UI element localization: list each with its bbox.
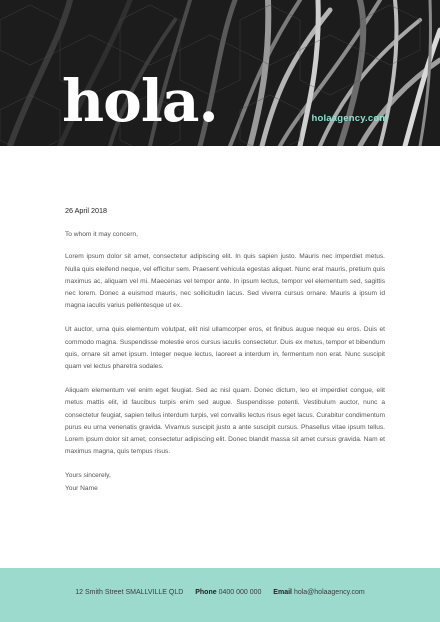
- letter-paragraph: Aliquam elementum vel enim eget feugiat. Sed ac nisl quam. Donec dictum, leo et imperdiet congue, elit metus mattis elit, id faucibus turpis enim sed augue. Suspendisse potenti. Vestibulum auctor, nunc a consectetur feugiat, sapien tellus interdum turpis, vel convallis lectus risus eget lacus. Curabitur condimentum purus eu urna venenatis gravida. Vivamus suscipit justo a ante suscipit cursus. Phasellus vitae ipsum tellus. Lorem ipsum dolor sit amet, consectetur adipiscing elit. Donec blandit massa sit amet cursus gravida. Nam et maximus magna, quis tempus risus.: [65, 387, 385, 456]
- letter-signature: Your Name: [65, 484, 98, 492]
- letter-date: 26 April 2018: [65, 206, 107, 215]
- letter-closing: Yours sincerely,: [65, 472, 111, 480]
- footer-address: 12 Smith Street SMALLVILLE QLD: [75, 589, 184, 596]
- website-link[interactable]: holaagency.com: [311, 113, 388, 124]
- footer-phone[interactable]: 0400 000 000: [218, 589, 262, 596]
- letter-salutation: To whom it may concern,: [65, 231, 138, 239]
- letter-paragraph: Lorem ipsum dolor sit amet, consectetur adipiscing elit. In quis sapien justo. Mauris nec imperdiet metus. Nulla quis eleifend neque, vel efficitur sem. Praesent vehicula egestas aliquet. Nunc erat mauris, pretium quis maximus ac, aliquam vel mi. Maecenas vel tempor ante. In ipsum lectus, tempor vel elementum sed, sagittis nec lorem. Donec a euismod mauris, nec sollicitudin lacus. Sed viverra cursus ornare. Mauris a ipsum id magna iaculis varius pellentesque ut ex.: [65, 253, 385, 310]
- footer-bar: [0, 568, 440, 622]
- footer-email-label: Email: [273, 589, 292, 596]
- footer-contact-line: [0, 589, 440, 596]
- letter-paragraph: Ut auctor, urna quis elementum volutpat, elit nisl ullamcorper eros, et finibus augue neque eu eros. Duis et commodo magna. Suspendisse molestie eros cursus iaculis consectetur. Duis ex metus, tempor et bibendum quis, ornare sit amet ipsum. Integer neque lectus, laoreet a interdum in, fermentum non erat. Nunc suscipit quam vel lectus pharetra sodales.: [65, 326, 385, 371]
- footer-email[interactable]: hola@holaagency.com: [293, 589, 365, 596]
- footer-phone-label: Phone: [195, 589, 217, 596]
- letter-body: [65, 205, 385, 495]
- brand-logo: hola.: [62, 67, 218, 135]
- header-banner: [0, 0, 440, 146]
